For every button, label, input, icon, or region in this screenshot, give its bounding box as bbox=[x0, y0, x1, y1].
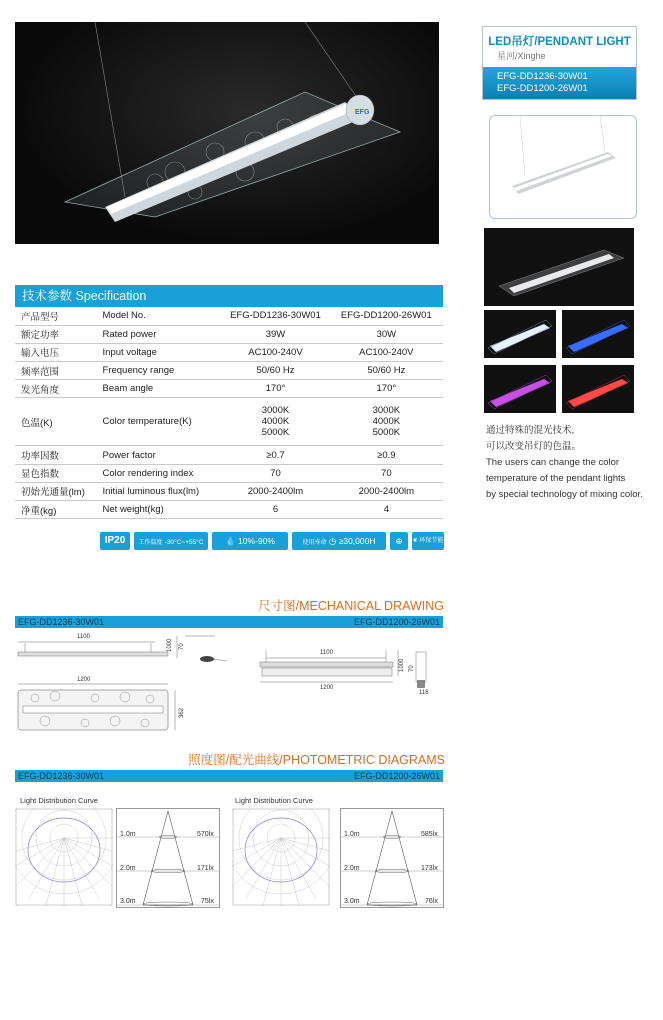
spec-cell-en: Initial luminous flux(lm) bbox=[103, 482, 222, 500]
color-variant-red bbox=[562, 365, 634, 413]
svg-text:116: 116 bbox=[419, 690, 429, 696]
model-number: EFG-DD1236-30W01 bbox=[18, 771, 105, 781]
humidity-badge: 💧 10%-90% bbox=[212, 532, 288, 550]
product-subtitle: 星河/Xinghe bbox=[497, 51, 546, 61]
svg-text:3.0m: 3.0m bbox=[120, 898, 136, 905]
product-title: LED吊灯/PENDANT LIGHT bbox=[488, 36, 631, 48]
illuminance-cone-left bbox=[116, 808, 220, 908]
spec-cell-en: Color rendering index bbox=[103, 464, 222, 482]
model-number: EFG-DD1200-26W01 bbox=[353, 617, 440, 627]
spec-cell-b: 50/60 Hz bbox=[330, 362, 443, 380]
spec-value-line: 3000K bbox=[372, 405, 401, 417]
svg-text:76lx: 76lx bbox=[425, 898, 438, 905]
spec-cell-a: 170° bbox=[221, 380, 329, 398]
lifetime-badge: 使用寿命 ◷ ≥30,000H bbox=[292, 532, 386, 550]
spec-cell-b: 4 bbox=[330, 501, 443, 519]
spec-row bbox=[15, 380, 443, 398]
svg-text:1.0m: 1.0m bbox=[120, 831, 136, 838]
cone-diagram bbox=[117, 809, 219, 907]
spec-cell-a: ≥0.7 bbox=[221, 446, 329, 464]
svg-text:1000: 1000 bbox=[167, 638, 173, 652]
spec-cell-b: 170° bbox=[330, 380, 443, 398]
svg-text:2.0m: 2.0m bbox=[120, 865, 136, 872]
photometric-title: 照度图/配光曲线/PHOTOMETRIC DIAGRAMS bbox=[188, 753, 445, 767]
spec-cell-b bbox=[330, 398, 443, 446]
spec-cell-en: Frequency range bbox=[103, 362, 222, 380]
spec-cell-a: AC100-240V bbox=[221, 343, 329, 361]
spec-cell-b: 30W bbox=[330, 325, 443, 343]
spec-cell-a: 50/60 Hz bbox=[221, 362, 329, 380]
mechanical-model-bar bbox=[15, 616, 443, 628]
clock-icon: ◷ bbox=[328, 536, 337, 546]
spec-cell-zh: 初始光通量(lm) bbox=[15, 482, 103, 500]
spec-row bbox=[15, 446, 443, 464]
svg-text:171lx: 171lx bbox=[197, 865, 214, 872]
pendant-thumb-illustration bbox=[484, 228, 634, 306]
color-mixing-note: 通过特殊的混光技术, 可以改变吊灯的色温。 The users can change the color temperature of the pendant lights by special technology of mixing color. bbox=[486, 425, 643, 500]
spec-cell-a: 70 bbox=[221, 464, 329, 482]
spec-cell-b: 70 bbox=[330, 464, 443, 482]
svg-text:1.0m: 1.0m bbox=[344, 831, 360, 838]
spec-cell-a: 6 bbox=[221, 501, 329, 519]
spec-cell-zh: 频率范围 bbox=[15, 362, 103, 380]
spec-cell-zh: 额定功率 bbox=[15, 325, 103, 343]
svg-text:2.0m: 2.0m bbox=[344, 865, 360, 872]
light-distribution-curve-right bbox=[232, 808, 330, 906]
spec-value-line: 5000K bbox=[261, 427, 290, 439]
mechanical-drawing-left bbox=[15, 628, 230, 738]
polar-diagram bbox=[15, 808, 113, 906]
spec-row bbox=[15, 398, 443, 446]
spec-cell-zh: 功率因数 bbox=[15, 446, 103, 464]
svg-text:173lx: 173lx bbox=[421, 865, 438, 872]
spec-row bbox=[15, 482, 443, 500]
model-number: EFG-DD1200-26W01 bbox=[353, 771, 440, 781]
product-logo: EFG bbox=[355, 109, 370, 116]
spec-row bbox=[15, 464, 443, 482]
spec-row bbox=[15, 325, 443, 343]
spec-row bbox=[15, 362, 443, 380]
spec-badges bbox=[100, 532, 444, 550]
svg-text:70: 70 bbox=[179, 643, 185, 650]
spec-row bbox=[15, 343, 443, 361]
spec-cell-en: Model No. bbox=[103, 307, 222, 325]
spec-value-line: 3000K bbox=[261, 405, 290, 417]
spec-value-line: 4000K bbox=[261, 416, 290, 428]
svg-text:1200: 1200 bbox=[320, 685, 334, 691]
spec-cell-en: Rated power bbox=[103, 325, 222, 343]
model-number: EFG-DD1236-30W01 bbox=[497, 71, 588, 82]
spec-row bbox=[15, 307, 443, 325]
svg-text:1100: 1100 bbox=[77, 634, 90, 640]
spec-cell-a bbox=[221, 398, 329, 446]
svg-text:1000: 1000 bbox=[399, 658, 405, 672]
cone-diagram bbox=[341, 809, 443, 907]
svg-text:1200: 1200 bbox=[77, 677, 91, 683]
temperature-badge: 工作温度 -30°C~+55°C bbox=[134, 532, 208, 550]
spec-cell-en: Beam angle bbox=[103, 380, 222, 398]
model-number: EFG-DD1236-30W01 bbox=[18, 617, 105, 627]
spec-cell-zh: 发光角度 bbox=[15, 380, 103, 398]
spec-cell-en: Net weight(kg) bbox=[103, 501, 222, 519]
pendant-thumb-illustration bbox=[490, 116, 636, 218]
spec-table bbox=[15, 307, 443, 519]
svg-text:362: 362 bbox=[179, 707, 185, 718]
spec-cell-zh: 显色指数 bbox=[15, 464, 103, 482]
spec-cell-en: Input voltage bbox=[103, 343, 222, 361]
curve-label: Light Distribution Curve bbox=[235, 796, 313, 805]
spec-cell-b: ≥0.9 bbox=[330, 446, 443, 464]
dimension-drawing bbox=[15, 628, 230, 738]
spec-cell-a: 39W bbox=[221, 325, 329, 343]
leaf-icon: ❦ bbox=[412, 538, 418, 544]
spec-cell-a: 2000-2400lm bbox=[221, 482, 329, 500]
product-header-card bbox=[482, 26, 637, 100]
photometric-model-bar bbox=[15, 770, 443, 782]
product-thumbnail-dark bbox=[484, 228, 634, 306]
mechanical-drawing-right bbox=[252, 628, 442, 698]
model-number: EFG-DD1200-26W01 bbox=[497, 83, 588, 94]
mechanical-title: 尺寸图/MECHANICAL DRAWING bbox=[258, 599, 444, 613]
spec-cell-zh: 产品型号 bbox=[15, 307, 103, 325]
spec-cell-zh: 输入电压 bbox=[15, 343, 103, 361]
eco-badge: ❦ 环保节能 bbox=[412, 532, 444, 550]
spec-cell-en: Color temperature(K) bbox=[103, 398, 222, 446]
dimension-drawing bbox=[252, 628, 442, 698]
svg-text:585lx: 585lx bbox=[421, 831, 438, 838]
spec-cell-b: AC100-240V bbox=[330, 343, 443, 361]
spec-row bbox=[15, 501, 443, 519]
polar-diagram bbox=[232, 808, 330, 906]
product-thumbnail-white bbox=[489, 115, 637, 219]
hero-product-photo bbox=[15, 22, 439, 244]
color-variant-blue bbox=[562, 310, 634, 358]
svg-text:570lx: 570lx bbox=[197, 831, 214, 838]
curve-label: Light Distribution Curve bbox=[20, 796, 98, 805]
spec-cell-b: 2000-2400lm bbox=[330, 482, 443, 500]
droplet-icon: 💧 bbox=[225, 536, 236, 546]
spec-value-line: 4000K bbox=[372, 416, 401, 428]
color-variant-purple bbox=[484, 365, 556, 413]
spec-cell-zh: 净重(kg) bbox=[15, 501, 103, 519]
svg-text:75lx: 75lx bbox=[201, 898, 214, 905]
globe-icon: ⊕ bbox=[390, 532, 408, 550]
svg-text:3.0m: 3.0m bbox=[344, 898, 360, 905]
color-variant-white bbox=[484, 310, 556, 358]
illuminance-cone-right bbox=[340, 808, 444, 908]
spec-title: 技术参数 Specification bbox=[15, 285, 443, 307]
spec-cell-b: EFG-DD1200-26W01 bbox=[330, 307, 443, 325]
spec-cell-en: Power factor bbox=[103, 446, 222, 464]
spec-cell-a: EFG-DD1236-30W01 bbox=[221, 307, 329, 325]
svg-text:70: 70 bbox=[409, 665, 415, 672]
model-list bbox=[483, 67, 636, 99]
ip-rating-badge: IP20 bbox=[100, 532, 130, 550]
spec-value-line: 5000K bbox=[372, 427, 401, 439]
spec-cell-zh: 色温(K) bbox=[15, 398, 103, 446]
svg-text:1100: 1100 bbox=[320, 650, 333, 656]
pendant-light-illustration bbox=[15, 22, 439, 244]
light-distribution-curve-left bbox=[15, 808, 113, 906]
